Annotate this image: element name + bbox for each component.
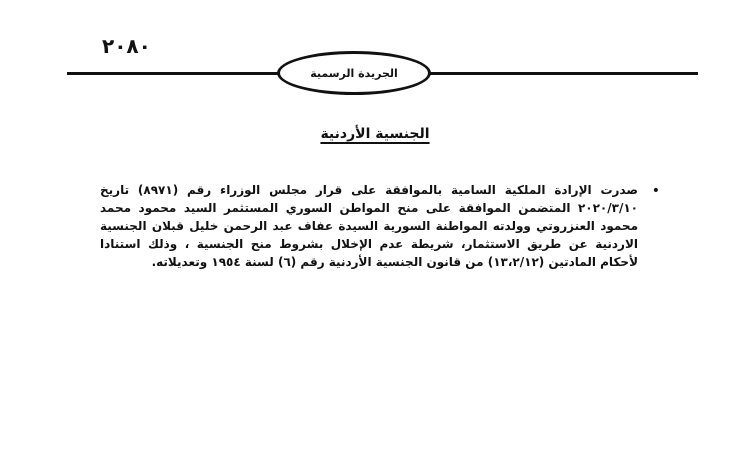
bullet-icon: • (651, 183, 660, 199)
notice-text: صدرت الإرادة الملكية السامية بالموافقة على قرار مجلس الوزراء رقم (٨٩٧١) تاريخ ٢٠٢٠/٣/١٠ المتضمن الموافقة على منح المواطن السوري المستثمر السيد محمود محمد محمود العنزروتي وولدته المواطنة السورية السيدة عفاف عبد الرحمن خليل قبلان الجنسية الاردنية عن طريق الاستثمار، شريطة عدم الإخلال بشروط منح الجنسية ، وذلك استنادا لأحكام المادتين (١٣،٢/١٢) من قانون الجنسية الأردنية رقم (٦) لسنة ١٩٥٤ وتعديلاته. (100, 183, 638, 269)
page-number: ٢٠٨٠ (102, 34, 151, 58)
section-title: الجنسية الأردنية (320, 126, 430, 142)
notice-paragraph (100, 181, 660, 271)
publication-name-oval (277, 51, 431, 95)
publication-name: الجريدة الرسمية (310, 66, 398, 80)
